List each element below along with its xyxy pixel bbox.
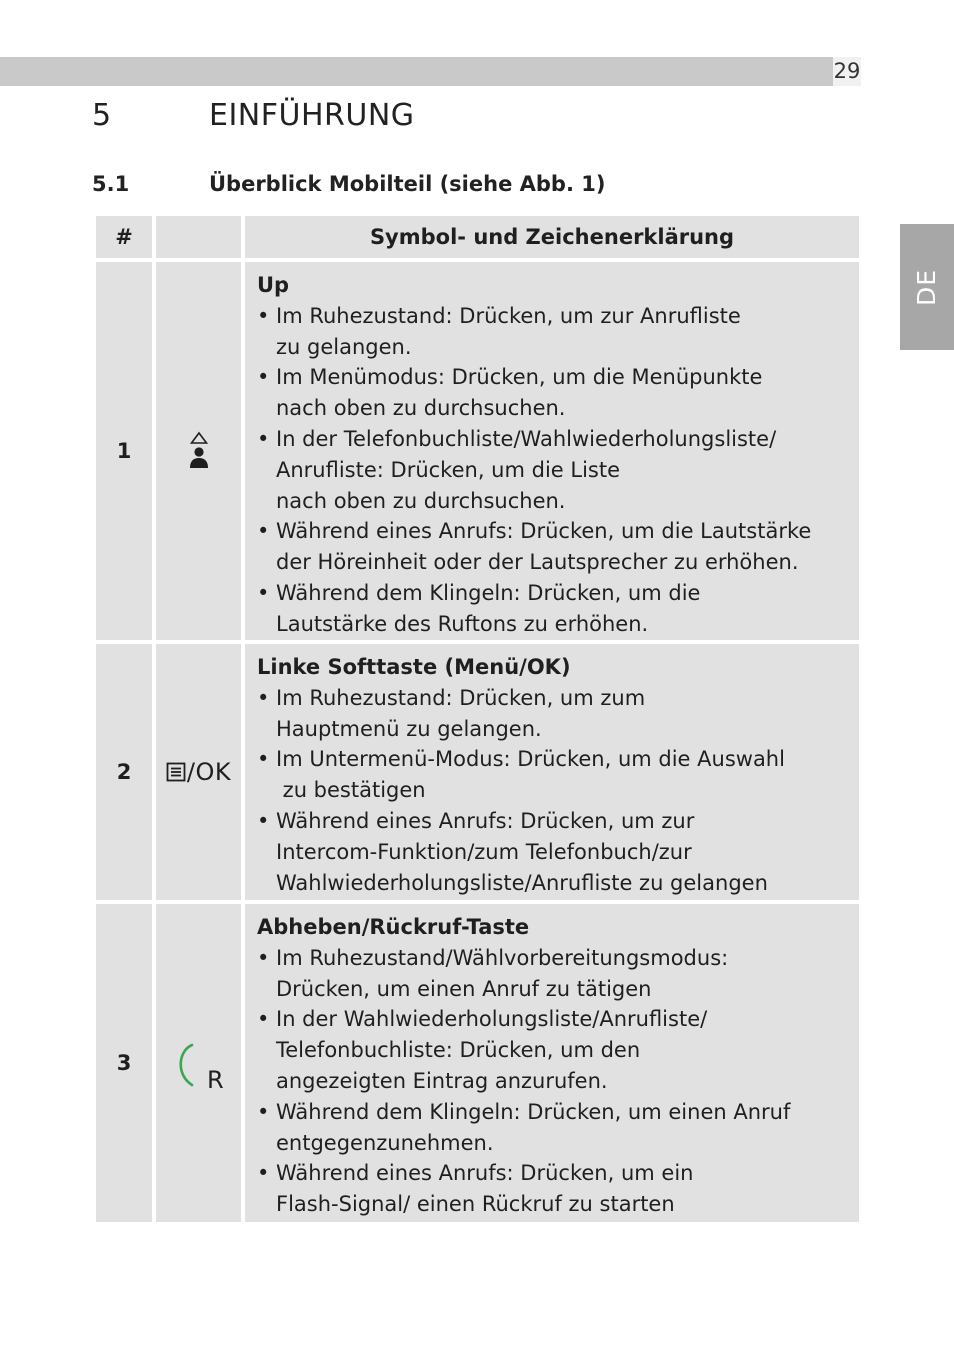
row-number: 2 xyxy=(96,644,152,900)
bullet-list xyxy=(257,683,859,899)
bullet-line: nach oben zu durchsuchen. xyxy=(276,488,566,513)
bullet-dot: • xyxy=(257,685,270,710)
bullet-line: entgegenzunehmen. xyxy=(276,1130,494,1155)
bullet-dot: • xyxy=(257,365,270,390)
up-contact-icon xyxy=(187,431,211,471)
bullet-text: In der Wahlwiederholungsliste/Anrufliste/ xyxy=(276,1007,708,1032)
bullet-line xyxy=(257,806,859,837)
menu-icon xyxy=(166,762,186,782)
row-title: Linke Softtaste (Menü/OK) xyxy=(257,655,571,679)
bullet-line: Telefonbuchliste: Drücken, um den xyxy=(276,1038,641,1063)
bullet-line: Drücken, um einen Anruf zu tätigen xyxy=(276,976,652,1001)
symbol-text: R xyxy=(207,1066,225,1094)
bullet-line: Lautstärke des Ruftons zu erhöhen. xyxy=(276,611,649,636)
section-title: Überblick Mobilteil (siehe Abb. 1) xyxy=(209,172,606,196)
bullet-item xyxy=(257,516,859,578)
bullet-line: Intercom-Funktion/zum Telefonbuch/zur xyxy=(276,839,692,864)
header-description: Symbol- und Zeichenerklärung xyxy=(245,216,859,258)
language-tab xyxy=(900,224,954,350)
row-title: Abheben/Rückruf-Taste xyxy=(257,915,530,939)
bullet-text: Während dem Klingeln: Drücken, um die xyxy=(276,580,701,605)
bullet-dot: • xyxy=(257,747,270,772)
bullet-dot: • xyxy=(257,1007,270,1032)
bullet-text: Während dem Klingeln: Drücken, um einen Anruf xyxy=(276,1099,791,1124)
bullet-line: Flash-Signal/ einen Rückruf zu starten xyxy=(276,1192,675,1217)
bullet-line xyxy=(257,578,859,609)
bullet-dot: • xyxy=(257,580,270,605)
bullet-line: angezeigten Eintrag anzurufen. xyxy=(276,1068,608,1093)
bullet-line: nach oben zu durchsuchen. xyxy=(276,396,566,421)
bullet-line: zu bestätigen xyxy=(276,778,426,803)
bullet-item xyxy=(257,683,859,745)
row-number: 1 xyxy=(96,262,152,640)
row-description xyxy=(245,262,859,640)
header-bar xyxy=(0,57,833,86)
bullet-item xyxy=(257,578,859,640)
bullet-text: Im Untermenü-Modus: Drücken, um die Auswahl xyxy=(276,747,785,772)
bullet-line xyxy=(257,744,859,775)
chapter-number: 5 xyxy=(92,98,112,133)
bullet-dot: • xyxy=(257,945,270,970)
bullet-text: In der Telefonbuchliste/Wahlwiederholungsliste/ xyxy=(276,426,777,451)
bullet-line xyxy=(257,683,859,714)
bullet-line xyxy=(257,301,859,332)
bullet-item xyxy=(257,424,859,516)
bullet-text: Im Menümodus: Drücken, um die Menüpunkte xyxy=(276,365,763,390)
bullet-line xyxy=(257,1097,859,1128)
bullet-list xyxy=(257,301,859,640)
bullet-dot: • xyxy=(257,808,270,833)
bullet-line xyxy=(257,1004,859,1035)
bullet-line xyxy=(257,516,859,547)
bullet-line xyxy=(257,943,859,974)
bullet-dot: • xyxy=(257,1099,270,1124)
row-description xyxy=(245,904,859,1222)
row-title: Up xyxy=(257,273,290,297)
bullet-dot: • xyxy=(257,426,270,451)
bullet-line: Anrufliste: Drücken, um die Liste xyxy=(276,457,621,482)
bullet-text: Im Ruhezustand: Drücken, um zum xyxy=(276,685,646,710)
row-number: 3 xyxy=(96,904,152,1222)
bullet-text: Im Ruhezustand/Wählvorbereitungsmodus: xyxy=(276,945,729,970)
row-symbol xyxy=(156,644,241,900)
bullet-text: Während eines Anrufs: Drücken, um ein xyxy=(276,1161,694,1186)
bullet-item xyxy=(257,1097,859,1159)
bullet-item xyxy=(257,806,859,898)
chapter-title: EINFÜHRUNG xyxy=(209,98,415,133)
bullet-item xyxy=(257,362,859,424)
header-number: # xyxy=(96,216,152,258)
bullet-item xyxy=(257,1004,859,1096)
bullet-text: Im Ruhezustand: Drücken, um zur Anrufliste xyxy=(276,303,741,328)
bullet-dot: • xyxy=(257,303,270,328)
bullet-line: Hauptmenü zu gelangen. xyxy=(276,716,542,741)
bullet-line: Wahlwiederholungsliste/Anrufliste zu gelangen xyxy=(276,870,768,895)
bullet-line xyxy=(257,424,859,455)
symbol-text: /OK xyxy=(186,758,232,786)
bullet-line xyxy=(257,1158,859,1189)
section-number: 5.1 xyxy=(92,172,130,196)
bullet-item xyxy=(257,943,859,1005)
row-description xyxy=(245,644,859,900)
bullet-line: der Höreinheit oder der Lautsprecher zu erhöhen. xyxy=(276,550,799,575)
row-symbol xyxy=(156,904,241,1222)
bullet-item xyxy=(257,1158,859,1220)
bullet-item xyxy=(257,744,859,806)
bullet-dot: • xyxy=(257,519,270,544)
header-symbol xyxy=(156,216,241,258)
language-tab-label: DE xyxy=(912,268,942,306)
bullet-list xyxy=(257,943,859,1220)
bullet-dot: • xyxy=(257,1161,270,1186)
bullet-item xyxy=(257,301,859,363)
page-number: 29 xyxy=(833,57,861,86)
row-symbol xyxy=(156,262,241,640)
bullet-text: Während eines Anrufs: Drücken, um zur xyxy=(276,808,695,833)
bullet-line: zu gelangen. xyxy=(276,334,412,359)
bullet-line xyxy=(257,362,859,393)
call-handset-icon xyxy=(172,1042,196,1088)
bullet-text: Während eines Anrufs: Drücken, um die Lautstärke xyxy=(276,519,812,544)
